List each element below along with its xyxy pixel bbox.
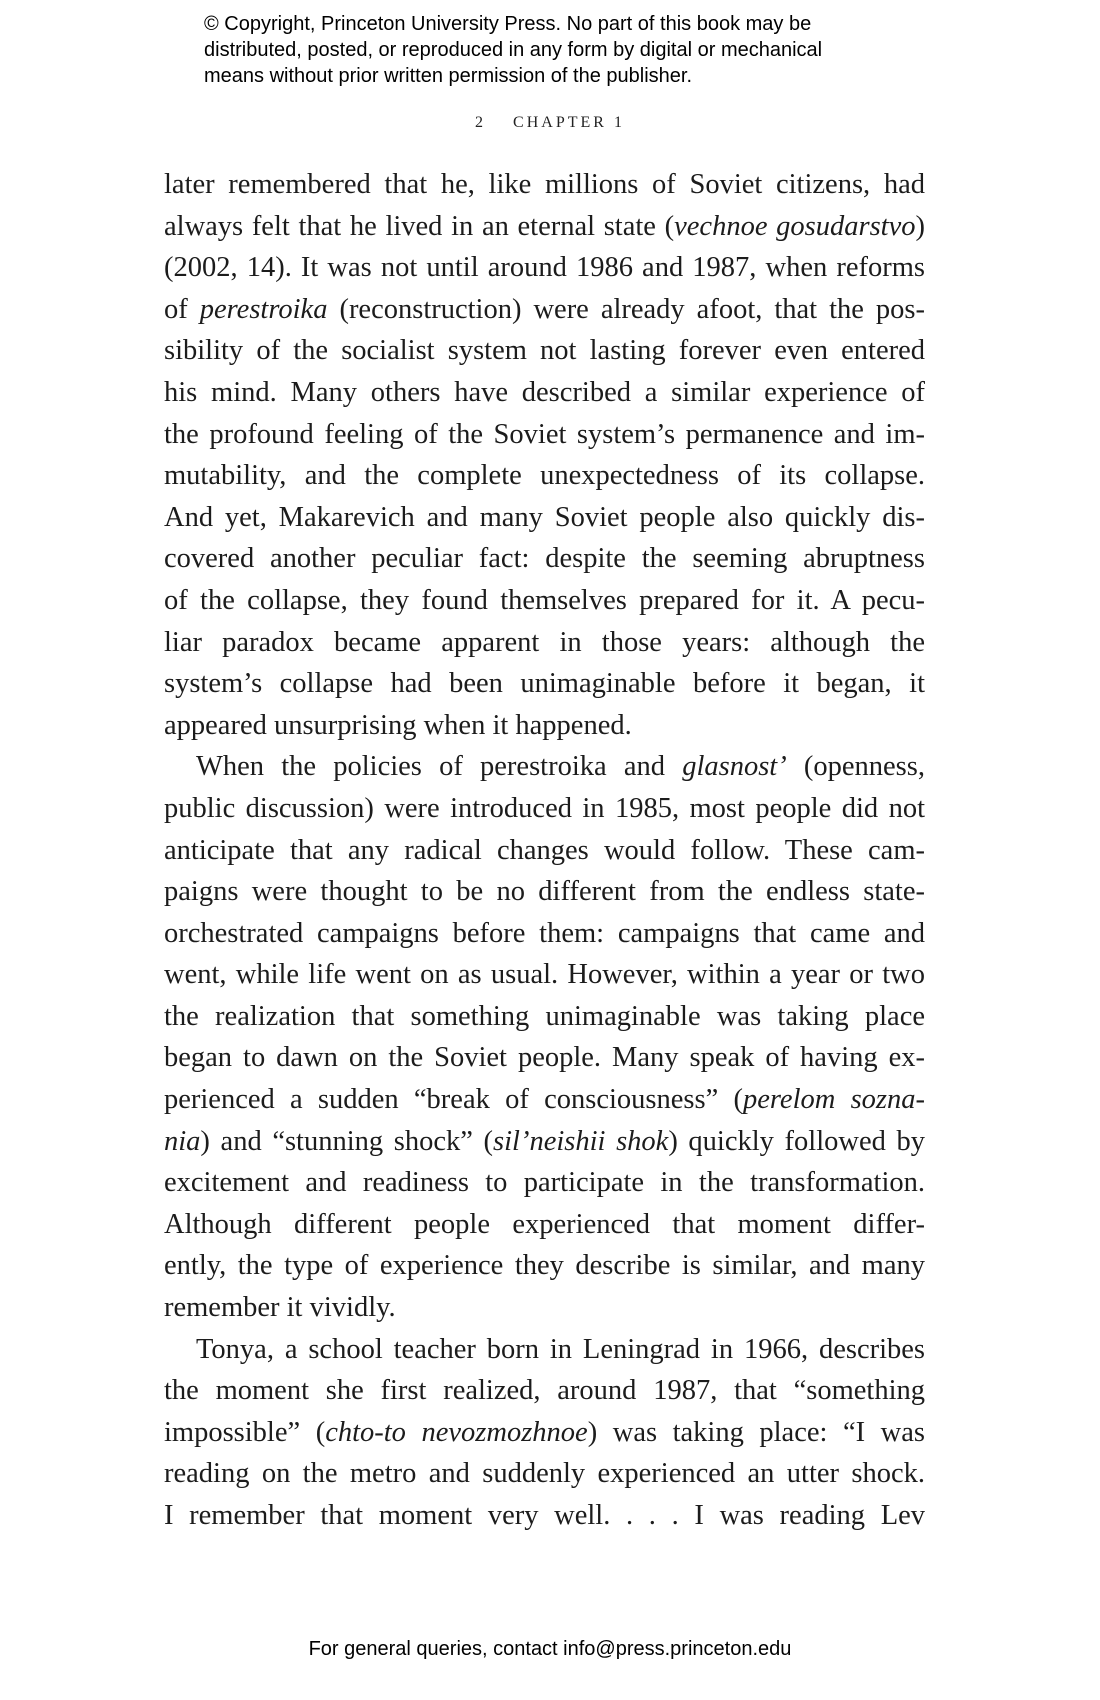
text-segment: ) quickly followed by [668,1125,925,1157]
text-line [164,1453,925,1495]
italic-term: perelom sozna- [742,1084,925,1116]
text-line [164,497,925,539]
text-line [164,538,925,580]
text-segment: liar paradox became apparent in those years: although the [164,626,925,658]
text-segment: ently, the type of experience they describe is similar, and many [164,1250,925,1282]
running-head [0,114,1100,132]
text-line [164,663,925,705]
body-text [164,164,925,1537]
text-segment: anticipate that any radical changes would follow. These cam- [164,834,925,866]
text-line [164,247,925,289]
text-segment: Although different people experienced that moment differ- [164,1208,925,1240]
text-segment: When the policies of perestroika and [196,751,683,783]
text-segment: the moment she first realized, around 1987, that “something [164,1375,925,1407]
italic-term: chto-to nevozmozhnoe [325,1416,588,1448]
text-segment: of the collapse, they found themselves prepared for it. A pecu- [164,584,925,616]
text-segment: ) was taking place: “I was [587,1416,925,1448]
text-segment: began to dawn on the Soviet people. Many speak of having ex- [164,1042,925,1074]
text-segment: paigns were thought to be no different from the endless state- [164,876,925,908]
copyright-notice [204,11,822,89]
text-line [164,1287,925,1329]
text-line [164,206,925,248]
text-line [164,414,925,456]
text-segment: always felt that he lived in an eternal state ( [164,210,675,242]
text-segment: orchestrated campaigns before them: campaigns that came and [164,917,925,949]
text-segment: later remembered that he, like millions of Soviet citizens, had [164,169,925,200]
text-segment: public discussion) were introduced in 1985, most people did not [164,792,925,824]
italic-term: sil’neishii shok [493,1125,669,1157]
italic-term: perestroika [199,293,328,325]
text-segment: ) [915,210,925,242]
text-line [164,705,925,747]
text-segment: (reconstruction) were already afoot, that the pos- [327,293,925,325]
text-line [164,996,925,1038]
text-segment: appeared unsurprising when it happened. [164,709,632,741]
text-segment: reading on the metro and suddenly experienced an utter shock. [164,1458,925,1490]
text-segment: perienced a sudden “break of consciousness” ( [164,1084,743,1116]
page-number: 2 [475,114,487,131]
text-line [164,1121,925,1163]
text-line [164,913,925,955]
italic-term: vechnoe gosudarstvo [674,210,916,242]
text-segment: remember it vividly. [164,1292,396,1324]
copyright-line: means without prior written permission of the publisher. [204,65,693,87]
text-line [164,164,925,206]
text-segment: And yet, Makarevich and many Soviet people also quickly dis- [164,501,925,533]
text-line [164,580,925,622]
text-line [164,1079,925,1121]
text-segment: sibility of the socialist system not lasting forever even entered [164,335,925,367]
text-segment: of [164,293,200,325]
text-line [164,289,925,331]
text-segment: system’s collapse had been unimaginable before it began, it [164,668,925,700]
text-segment: the realization that something unimaginable was taking place [164,1000,925,1032]
text-line [164,455,925,497]
text-line [164,1412,925,1454]
text-segment: went, while life went on as usual. However, within a year or two [164,959,925,991]
text-line [164,1329,925,1371]
footer-contact: For general queries, contact info@press.princeton.edu [308,1638,792,1660]
copyright-line: distributed, posted, or reproduced in any form by digital or mechanical [204,39,823,61]
text-segment: I remember that moment very well. . . . I was reading Lev [164,1500,925,1531]
text-line [164,871,925,913]
italic-term: glasnost’ [682,751,787,783]
text-segment: (openness, [786,751,925,783]
text-line [164,372,925,414]
text-segment: his mind. Many others have described a similar experience of [164,376,925,408]
text-segment: ) and “stunning shock” ( [200,1125,494,1157]
copyright-line: © Copyright, Princeton University Press. No part of this book may be [204,13,812,35]
text-line [164,622,925,664]
chapter-label: CHAPTER 1 [513,114,625,131]
text-segment: impossible” ( [164,1416,326,1448]
text-line [164,1162,925,1204]
text-line [164,1037,925,1079]
text-segment: covered another peculiar fact: despite the seeming abruptness [164,543,925,575]
text-line [164,330,925,372]
text-line [164,1245,925,1287]
text-segment: Tonya, a school teacher born in Leningrad in 1966, describes [196,1333,925,1365]
text-segment: (2002, 14). It was not until around 1986 and 1987, when reforms [164,252,925,284]
text-line [164,1495,925,1537]
text-line [164,1370,925,1412]
text-segment: the profound feeling of the Soviet system’s permanence and im- [164,418,925,450]
text-segment: mutability, and the complete unexpectedness of its collapse. [164,460,925,492]
italic-term: nia [164,1125,201,1157]
text-line [164,830,925,872]
text-line [164,1204,925,1246]
text-line [164,746,925,788]
text-line [164,954,925,996]
text-line [164,788,925,830]
text-segment: excitement and readiness to participate in the transformation. [164,1167,925,1199]
